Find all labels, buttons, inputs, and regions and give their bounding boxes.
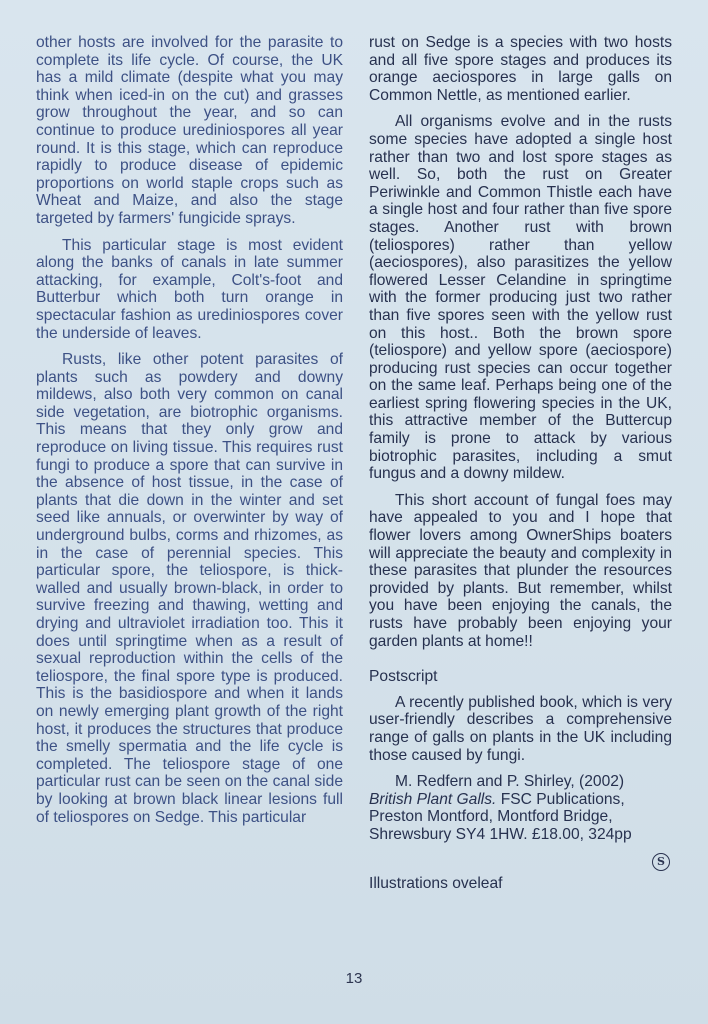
postscript-body: A recently published book, which is very user-friendly describes a comprehensive range of galls on plants in the UK including those caused by fungi.: [369, 693, 672, 764]
illustrations-note: Illustrations oveleaf: [369, 874, 503, 892]
left-paragraph-2: This particular stage is most evident along the banks of canals in late summer attacking, for example, Colt's-foot and Butterbur which both turn orange in spectacular fashion as urediniospores cover the underside of leaves.: [36, 236, 343, 342]
page-number: 13: [345, 970, 363, 987]
reference-authors: M. Redfern and P. Shirley, (2002): [395, 773, 625, 791]
ownerships-logo-icon: S: [652, 853, 670, 871]
right-paragraph-1: rust on Sedge is a species with two hosts and all five spore stages and produces its orange aeciospores in large galls on Common Nettle, as mentioned earlier.: [369, 34, 672, 104]
left-paragraph-3: Rusts, like other potent parasites of plants such as powdery and downy mildews, also both very common on canal side vegetation, are biotrophic organisms. This means that they only grow and reproduce on living tissue. This requires rust fungi to produce a spore that can survive in the absence of host tissue, in the case of plants that die down in the winter and set seed like annuals, or overwinter by way of underground bulbs, corms and rhizomes, as in the case of perennial species. This particular spore, the teliospore, is thick-walled and usually brown-black, in order to survive freezing and thawing, wetting and drying and ultraviolet irradiation too. This it does until springtime when as a result of sexual reproduction within the cells of the teliospore, the final spore type is produced. This is the basidiospore and when it lands on newly emerging plant growth of the right host, it produces the structures that produce the smelly spermatia and the life cycle is completed. The teliospore stage of one particular rust can be seen on the canal side by looking at brown black linear lesions full of teliospores on Sedge. This particular: [36, 351, 343, 826]
right-text-column: [369, 34, 672, 901]
postscript-heading: Postscript: [369, 668, 438, 686]
reference-title: British Plant Galls.: [369, 790, 497, 808]
left-paragraph-1: other hosts are involved for the parasite to complete its life cycle. Of course, the UK has a mild climate (despite what you may think when iced-in on the cut) and grasses grow throughout the year, and so can continue to produce urediniospores all year round. It is this stage, which can reproduce rapidly to produce disease of epidemic proportions on world staple crops such as Wheat and Maize, and also the stage targeted by farmers' fungicide sprays.: [36, 34, 343, 227]
reference-publisher: FSC Publications, Preston Montford, Montford Bridge, Shrewsbury SY4 1HW. £18.00, 324pp: [369, 790, 632, 843]
left-text-column: [36, 34, 343, 835]
logo-row: [369, 853, 672, 871]
right-paragraph-3: This short account of fungal foes may have appealed to you and I hope that flower lovers among OwnerShips boaters will appreciate the beauty and complexity in these parasites that plunder the resources provided by plants. But remember, whilst you have been enjoying the canals, the rusts have probably been enjoying your garden plants at home!!: [369, 491, 672, 650]
book-reference: [369, 773, 672, 843]
right-paragraph-2: All organisms evolve and in the rusts some species have adopted a single host rather than two and lost spore stages as well. So, both the rust on Greater Periwinkle and Common Thistle each have a single host and four rather than five spore stages. Another rust with brown (teliospores) rather than yellow (aeciospores), also parasitizes the yellow flowered Lesser Celandine in springtime with the former producing just two rather than five spores seen with the yellow rust on this host.. Both the brown spore (teliospore) and yellow spore (aeciospore) producing rust species can occur together on the same leaf. Perhaps being one of the earliest spring flowering species in the UK, this attractive member of the Buttercup family is prone to attack by various biotrophic parasites, including a smut fungus and a downy mildew.: [369, 113, 672, 483]
